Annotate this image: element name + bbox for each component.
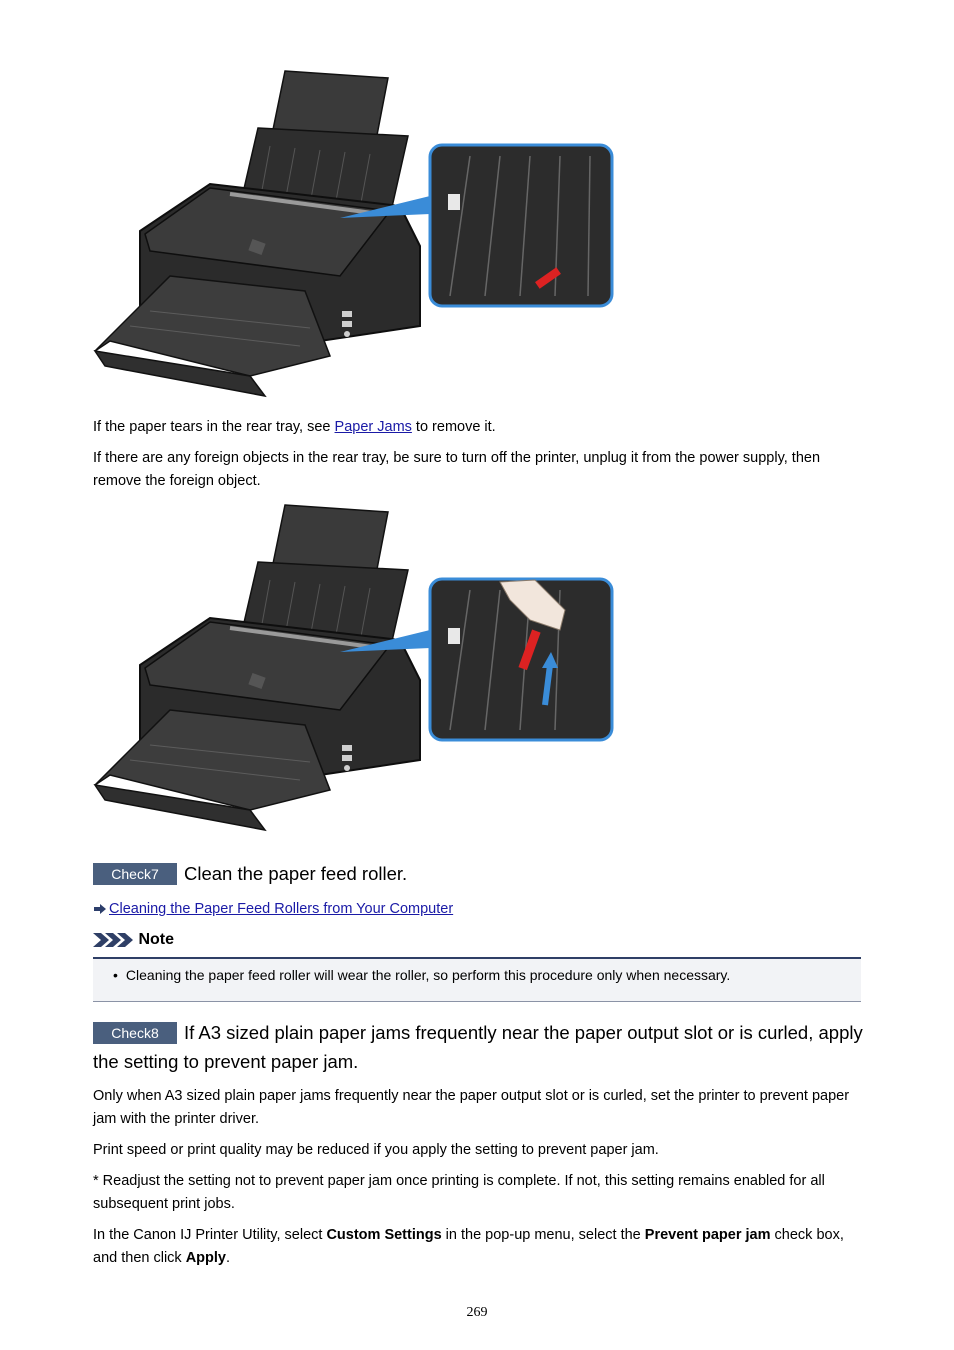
arrow-right-icon <box>93 903 107 915</box>
custom-settings-bold: Custom Settings <box>326 1227 442 1243</box>
apply-bold: Apply <box>185 1250 226 1266</box>
check7-badge: Check7 <box>93 863 177 885</box>
para6-t1: In the Canon IJ Printer Utility, select <box>93 1227 327 1243</box>
para6-t2: in the pop-up menu, select the <box>441 1227 645 1243</box>
note-chevrons-icon <box>93 931 133 949</box>
check8-badge: Check8 <box>93 1022 177 1044</box>
bullet-icon: • <box>113 967 118 983</box>
paper-jams-link[interactable]: Paper Jams <box>334 419 412 435</box>
note-bullet-item <box>113 966 853 984</box>
note-box <box>93 957 861 1002</box>
para6-t4: . <box>225 1250 231 1266</box>
cleaning-feed-rollers-link[interactable]: Cleaning the Paper Feed Rollers from Your Computer <box>109 901 454 917</box>
note-label: Note <box>138 931 175 948</box>
rear-tray-tear-paragraph <box>93 416 863 439</box>
printer-utility-paragraph <box>93 1224 863 1270</box>
para6-t3: check box, and then click <box>93 1227 844 1266</box>
para1-text-before: If the paper tears in the rear tray, see <box>93 419 335 435</box>
para1-text-after: to remove it. <box>411 419 496 435</box>
page-number: 269 <box>466 1305 488 1320</box>
speed-quality-paragraph: Print speed or print quality may be reduced if you apply the setting to prevent paper jam. <box>93 1142 659 1158</box>
a3-jam-paragraph: Only when A3 sized plain paper jams frequently near the paper output slot or is curled, set the printer to prevent paper jam with the printer driver. <box>93 1088 850 1127</box>
note-item-text: Cleaning the paper feed roller will wear the roller, so perform this procedure only when necessary. <box>125 967 731 983</box>
readjust-paragraph: * Readjust the setting not to prevent paper jam once printing is complete. If not, this setting remains enabled for all subsequent print jobs. <box>93 1173 825 1212</box>
cleaning-link-row <box>93 898 453 920</box>
check7-heading: Clean the paper feed roller. <box>184 863 408 884</box>
foreign-objects-paragraph: If there are any foreign objects in the rear tray, be sure to turn off the printer, unplug it from the power supply, then remove the foreign object. <box>93 450 821 489</box>
check8-heading <box>93 1018 863 1076</box>
note-header <box>93 931 174 953</box>
printer-figure-2 <box>90 500 620 836</box>
check8-title: If A3 sized plain paper jams frequently near the paper output slot or is curled, apply the setting to prevent paper jam. <box>93 1022 863 1072</box>
printer-figure-1 <box>90 66 620 402</box>
prevent-paper-jam-bold: Prevent paper jam <box>644 1227 771 1243</box>
